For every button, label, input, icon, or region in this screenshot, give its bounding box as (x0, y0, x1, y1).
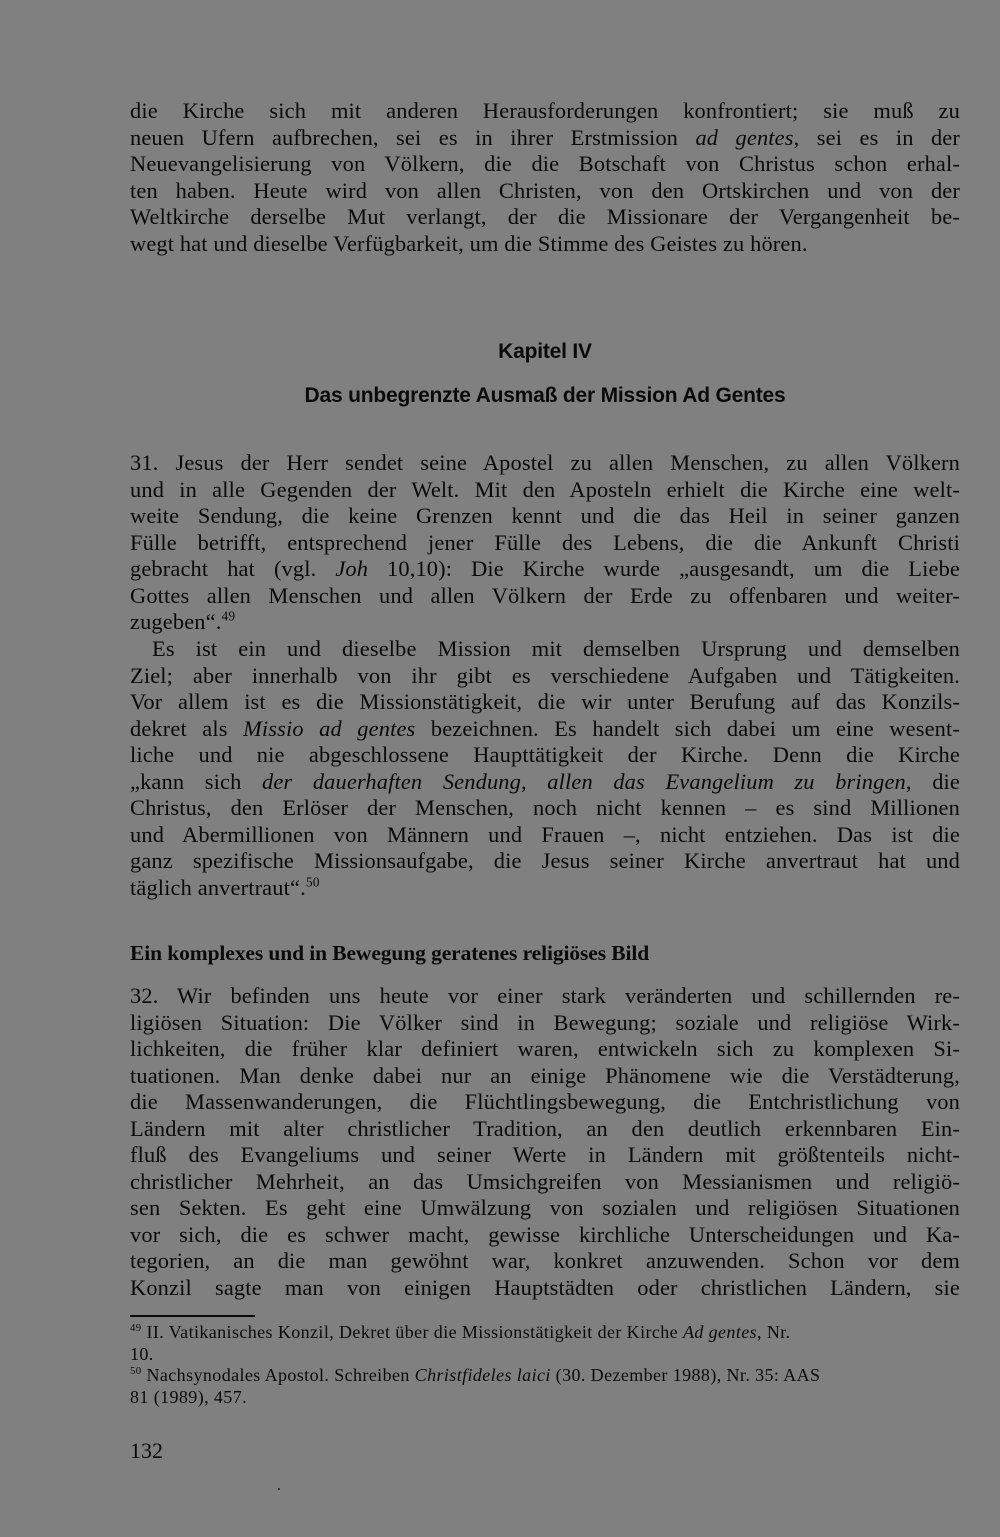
footnotes (130, 1322, 960, 1408)
text-line (130, 1248, 960, 1275)
text-run: Fülle betrifft, entsprechend jener Fülle des Lebens, die die Ankunft Christi (130, 529, 960, 555)
italic-text: Missio ad gentes (243, 715, 416, 741)
text-run: „kann sich (130, 768, 262, 794)
paragraph-31 (130, 450, 960, 636)
section-heading: Ein komplexes und in Bewegung geratenes religiöses Bild (130, 941, 650, 965)
text-run: lichkeiten, die früher klar definiert waren, entwickeln sich zu komplexen Si- (130, 1036, 960, 1061)
text-run: Vor allem ist es die Missionstätigkeit, die wir unter Berufung auf das Konzils- (130, 689, 960, 714)
text-run: , Nr. (757, 1322, 791, 1342)
text-line (130, 583, 960, 610)
text-line (130, 151, 960, 178)
text-line (130, 1036, 960, 1063)
footnote-number: 50 (130, 1365, 142, 1377)
text-run: 81 (1989), 457. (130, 1386, 247, 1407)
text-line (130, 609, 960, 636)
text-line (130, 875, 960, 902)
text-line (130, 1089, 960, 1116)
text-run: wegt hat und dieselbe Verfügbarkeit, um die Stimme des Geistes zu hören. (130, 230, 808, 256)
footnote-line (130, 1322, 960, 1344)
text-run: 10. (130, 1343, 154, 1364)
text-run: Christus, den Erlöser der Menschen, noch nicht kennen – es sind Millionen (130, 795, 960, 820)
text-run: neuen Ufern aufbrechen, sei es in ihrer Erstmission (130, 124, 696, 150)
text-run: tegorien, an die man gewöhnt war, konkret anzuwenden. Schon vor dem (130, 1248, 960, 1273)
text-run: Konzil sagte man von einigen Hauptstädten oder christlichen Ländern, sie (130, 1274, 960, 1300)
text-run: und Abermillionen von Männern und Frauen –, nicht entziehen. Das ist die (130, 821, 960, 847)
text-run: christlicher Mehrheit, an das Umsichgreifen von Messianismen und religiö- (130, 1168, 960, 1194)
text-run: Neuevangelisierung von Völkern, die die Botschaft von Christus schon erhal- (130, 151, 960, 176)
text-line (130, 1222, 960, 1249)
text-line (130, 1116, 960, 1143)
text-line (130, 716, 960, 743)
text-run: die Kirche sich mit anderen Herausforderungen konfrontiert; sie muß zu (130, 98, 960, 123)
text-run: weite Sendung, die keine Grenzen kennt und die das Heil in seiner ganzen (130, 503, 960, 528)
text-run: zugeben“. (130, 609, 222, 634)
text-line (130, 231, 960, 258)
text-line (130, 1142, 960, 1169)
italic-text: Ad gentes (682, 1322, 758, 1342)
text-line (130, 98, 960, 125)
text-line (130, 636, 960, 663)
text-run: Nachsynodales Apostol. Schreiben (141, 1365, 415, 1385)
text-run: Ziel; aber innerhalb von ihr gibt es verschiedene Aufgaben und Tätigkeiten. (130, 662, 960, 688)
text-run: und in alle Gegenden der Welt. Mit den Aposteln erhielt die Kirche eine welt- (130, 476, 960, 502)
text-run: , sei es in der (793, 124, 960, 150)
chapter-title: Das unbegrenzte Ausmaß der Mission Ad Gentes (304, 384, 786, 407)
text-line (130, 450, 960, 477)
text-run: Weltkirche derselbe Mut verlangt, der die Missionare der Vergangenheit be- (130, 204, 960, 229)
text-line (130, 556, 960, 583)
text-run: Es ist ein und dieselbe Mission mit demselben Ursprung und demselben (152, 636, 960, 661)
footnote-divider (130, 1315, 255, 1317)
text-run: 32. Wir befinden uns heute vor einer stark veränderten und schillernden re- (130, 983, 960, 1008)
text-line (130, 769, 960, 796)
paragraph-32 (130, 983, 960, 1301)
paragraph-31-continued (130, 636, 960, 901)
intro-paragraph (130, 98, 960, 257)
text-run: 10,10): Die Kirche wurde „ausgesandt, um die Liebe (368, 556, 960, 581)
text-line (130, 477, 960, 504)
text-run: II. Vatikanisches Konzil, Dekret über die Missionstätigkeit der Kirche (141, 1322, 683, 1342)
text-line (130, 795, 960, 822)
text-run: fluß des Evangeliums und seiner Werte in Ländern mit größtenteils nicht- (130, 1142, 960, 1167)
italic-text: Christfideles laici (414, 1365, 551, 1385)
book-page (130, 0, 960, 1537)
text-line (130, 125, 960, 152)
text-line (130, 178, 960, 205)
footnote-marker: 49 (221, 608, 236, 624)
text-line (130, 1169, 960, 1196)
text-run: dekret als (130, 715, 244, 741)
text-run: die Massenwanderungen, die Flüchtlingsbewegung, die Entchristlichung von (130, 1089, 960, 1114)
text-line (130, 503, 960, 530)
text-line (130, 983, 960, 1010)
text-run: ten haben. Heute wird von allen Christen, von den Ortskirchen und von der (130, 177, 960, 203)
text-line (130, 822, 960, 849)
text-run: vor sich, die es schwer macht, gewisse kirchliche Unterscheidungen und Ka- (130, 1221, 960, 1247)
text-run: 31. Jesus der Herr sendet seine Apostel zu allen Menschen, zu allen Völkern (130, 450, 960, 475)
text-line (130, 1010, 960, 1037)
text-line (130, 848, 960, 875)
text-line (130, 204, 960, 231)
italic-text: ad gentes (695, 124, 794, 150)
text-line (130, 689, 960, 716)
scan-speck (278, 1488, 280, 1490)
text-line (130, 1063, 960, 1090)
page-number: 132 (130, 1438, 163, 1463)
text-line (130, 742, 960, 769)
text-run: bezeichnen. Es handelt sich dabei um eine wesent- (415, 715, 960, 741)
text-run: (30. Dezember 1988), Nr. 35: AAS (550, 1365, 821, 1385)
text-run: Gottes allen Menschen und allen Völkern der Erde zu offenbaren und weiter- (130, 582, 960, 608)
chapter-label: Kapitel IV (498, 340, 592, 363)
text-run: , die (905, 768, 961, 794)
text-run: ligiösen Situation: Die Völker sind in Bewegung; soziale und religiöse Wirk- (130, 1009, 960, 1035)
text-line (130, 530, 960, 557)
text-run: tuationen. Man denke dabei nur an einige Phänomene wie die Verstädterung, (130, 1062, 960, 1088)
text-run: liche und nie abgeschlossene Haupttätigkeit der Kirche. Denn die Kirche (130, 742, 960, 767)
footnote-marker: 50 (305, 874, 320, 890)
italic-text: der dauerhaften Sendung, allen das Evangelium zu bringen (261, 768, 906, 794)
footnote-number: 49 (130, 1322, 142, 1334)
text-line (130, 1275, 960, 1302)
text-run: gebracht hat (vgl. (130, 556, 336, 581)
text-line (130, 663, 960, 690)
text-run: ganz spezifische Missionsaufgabe, die Jesus seiner Kirche anvertraut hat und (130, 848, 960, 873)
footnote-line (130, 1387, 960, 1409)
footnote-line (130, 1365, 960, 1387)
footnote-line (130, 1344, 960, 1366)
italic-text: Joh (335, 556, 369, 581)
text-line (130, 1195, 960, 1222)
text-run: sen Sekten. Es geht eine Umwälzung von sozialen und religiösen Situationen (130, 1195, 960, 1220)
text-run: täglich anvertraut“. (130, 874, 306, 900)
text-run: Ländern mit alter christlicher Tradition, an den deutlich erkennbaren Ein- (130, 1115, 960, 1141)
